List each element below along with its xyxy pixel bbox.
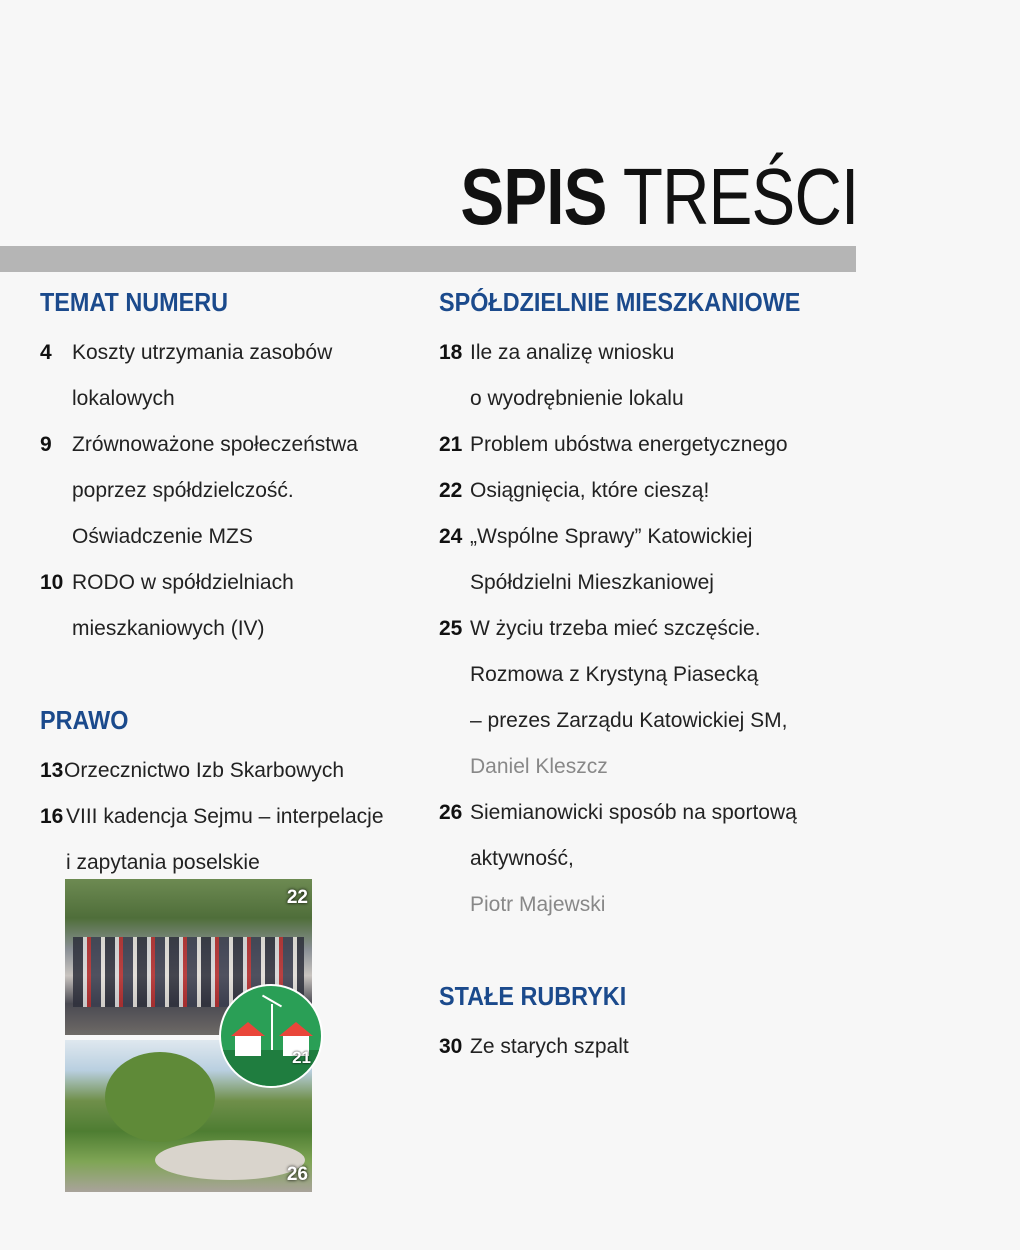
toc-entry[interactable] — [40, 422, 420, 560]
right-column — [439, 284, 859, 1120]
entry-line: aktywność, — [470, 847, 574, 870]
entry-line: o wyodrębnienie lokalu — [470, 387, 684, 410]
entry-line: „Wspólne Sprawy” Katowickiej — [470, 525, 753, 548]
park-path-shape — [155, 1140, 305, 1180]
photo-collage — [65, 879, 323, 1192]
entry-line: W życiu trzeba mieć szczęście. — [470, 617, 761, 640]
entry-line: Oświadczenie MZS — [72, 525, 253, 548]
toc-entry[interactable] — [439, 790, 859, 928]
energy-houses-icon — [219, 984, 323, 1088]
toc-entry[interactable] — [40, 748, 420, 794]
page-number: 30 — [439, 1035, 463, 1058]
section-heading: STAŁE RUBRYKI — [439, 981, 627, 1011]
photo-page-number: 22 — [286, 887, 308, 908]
entry-line: mieszkaniowych (IV) — [72, 617, 265, 640]
entry-line: RODO w spółdzielniach — [72, 571, 294, 594]
entry-line: Problem ubóstwa energetycznego — [470, 433, 788, 456]
photo-page-number: 21 — [292, 1048, 311, 1067]
toc-entry[interactable] — [439, 422, 859, 468]
entry-line: Zrównoważone społeczeństwa — [72, 433, 358, 456]
entry-author: Daniel Kleszcz — [470, 755, 608, 778]
title-bold: SPIS — [459, 152, 607, 241]
entry-author: Piotr Majewski — [470, 893, 606, 916]
entry-line: Siemianowicki sposób na sportową — [470, 801, 797, 824]
left-column — [40, 284, 420, 936]
toc-entry[interactable] — [439, 1024, 859, 1070]
section-stale-rubryki — [439, 978, 859, 1070]
entry-line: Koszty utrzymania zasobów — [72, 341, 333, 364]
toc-entry[interactable] — [439, 606, 859, 790]
page-number: 25 — [439, 617, 463, 640]
page-number: 21 — [439, 433, 463, 456]
entry-line: Rozmowa z Krystyną Piasecką — [470, 663, 759, 686]
section-spoldzielnie — [439, 284, 859, 928]
section-temat-numeru — [40, 284, 420, 652]
entry-line: Spółdzielni Mieszkaniowej — [470, 571, 714, 594]
section-heading: SPÓŁDZIELNIE MIESZKANIOWE — [439, 287, 801, 317]
entry-line: Orzecznictwo Izb Skarbowych — [64, 759, 345, 782]
entry-line: Ile za analizę wniosku — [470, 341, 675, 364]
toc-entry[interactable] — [40, 330, 420, 422]
toc-entry[interactable] — [40, 794, 420, 886]
entry-line: i zapytania poselskie — [66, 851, 260, 874]
page-number: 9 — [40, 433, 52, 456]
page-number: 26 — [439, 801, 463, 824]
entry-line: Ze starych szpalt — [470, 1035, 629, 1058]
page-number: 18 — [439, 341, 463, 364]
page-number: 4 — [40, 341, 52, 364]
page-title — [460, 152, 858, 242]
toc-entry[interactable] — [439, 514, 859, 606]
section-heading: TEMAT NUMERU — [40, 287, 229, 317]
page-number: 10 — [40, 571, 64, 594]
entry-line: VIII kadencja Sejmu – interpelacje — [66, 805, 384, 828]
toc-entry[interactable] — [40, 560, 420, 652]
tree-shape — [105, 1052, 215, 1142]
page-number: 24 — [439, 525, 463, 548]
entry-line: poprzez spółdzielczość. — [72, 479, 294, 502]
page-number: 13 — [40, 759, 64, 782]
section-prawo — [40, 702, 420, 886]
page-number: 22 — [439, 479, 463, 502]
title-bar — [0, 246, 856, 272]
entry-line: – prezes Zarządu Katowickiej SM, — [470, 709, 788, 732]
entry-line: lokalowych — [72, 387, 175, 410]
title-light: TREŚCI — [622, 152, 858, 241]
photo-page-number: 26 — [286, 1164, 308, 1185]
toc-entry[interactable] — [439, 468, 859, 514]
entry-line: Osiągnięcia, które cieszą! — [470, 479, 710, 502]
section-heading: PRAWO — [40, 705, 129, 735]
toc-entry[interactable] — [439, 330, 859, 422]
page-number: 16 — [40, 805, 64, 828]
